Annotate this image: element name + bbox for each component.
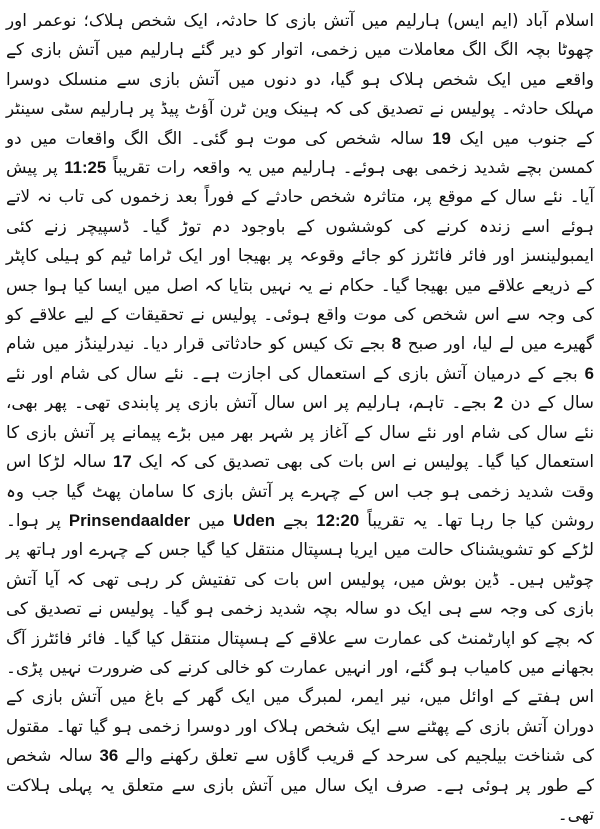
article-text-segment-7: سالہ لڑکا اس وقت شدید زخمی ہو جب اس کے چہرے پر آتش بازی کا سامان پھٹ گیا جب وہ روشن کیا جا رہا تھا۔ یہ تقریباً	[6, 451, 595, 530]
article-text-segment-5: بجے کے درمیان آتش بازی کے استعمال کی اجازت ہے۔ نئے سال کی شام اور نئے سال کے دن	[6, 362, 594, 413]
article-number-age-36: 36	[99, 746, 119, 766]
article-text-segment-10: پر ہوا۔ لڑکے کو تشویشناک حالت میں ایریا ہسپتال منتقل کیا گیا جس کے چہرے اور ہاتھ پر چوٹیں ہیں۔ ڈین بوش میں، پولیس اس بات کی تفتیش کر رہی تھی کہ آیا آتش بازی کی وجہ سے ہی ایک دو سالہ بچہ شدید زخمی ہو گیا۔ پولیس نے تصدیق کی کہ بچے کو اپارٹمنٹ کی عمارت سے علاقے کے ہسپتال منتقل کیا گیا۔ فائر فائٹرز آگ بجھانے میں کامیاب ہو گئے، اور انہیں عمارت کو خالی کرنے کی ضرورت نہیں پڑی۔ اس ہفتے کے اوائل میں، نیر ایمر، لمبرگ میں ایک گھر کے باغ میں آتش بازی کے دوران آتش بازی کے پھٹنے سے ایک شخص ہلاک اور دوسرا زخمی ہو گیا تھا۔ مقتول کی شناخت بیلجیم کی سرحد کے قریب گاؤں سے تعلق رکھنے والے	[6, 509, 594, 766]
article-text-segment-1: اسلام آباد (ایم ایس) ہارلیم میں آتش بازی کا حادثہ، ایک شخص ہلاک؛ نوعمر اور چھوٹا بچہ الگ الگ معاملات میں زخمی، اتوار کو دیر گئے ہارلیم میں آتش بازی کے واقعے میں ایک شخص ہلاک ہو گیا، دو دنوں میں آتش بازی سے منسلک دوسرا مہلک حادثہ۔ پولیس نے تصدیق کی کہ ہینک وین ٹرن آؤٹ پیڈ پر ہارلیم سٹی سینٹر کے جنوب میں ایک	[6, 10, 595, 148]
article-text-segment-8: بجے	[282, 509, 309, 530]
article-text-segment-3: پر پیش آیا۔ نئے سال کے موقع پر، متاثرہ شخص حادثے کے فوراً بعد زخموں کی تاب نہ لاتے ہوئے اسے زندہ کرنے کی کوششوں کے باوجود دم توڑ گیا۔ ڈسپیچر زنے کئی ایمبولینسز اور فائر فائٹرز کو جائے وقوعہ پر بھیجا اور ایک ٹراما ٹیم کو ہیلی کاپٹر کے ذریعے علاقے میں بھیجا گیا۔ حکام نے یہ نہیں بتایا کہ اصل میں ایسا کیا ہوا جس کی وجہ سے اس شخص کی موت واقع ہوئی۔ پولیس نے تحقیقات کے لیے علاقے کو گھیرے میں لے لیا، اور صبح	[6, 157, 594, 354]
article-text-segment-11: سالہ شخص کے طور پر ہوئی ہے۔ صرف ایک سال میں آتش بازی سے متعلق یہ پہلی ہلاکت تھی۔	[6, 745, 594, 824]
article-number-age-19: 19	[432, 128, 451, 148]
article-place-prinsendaalder: Prinsendaalder	[68, 510, 191, 530]
article-number-hour-8: 8	[391, 334, 402, 354]
article-number-age-17: 17	[113, 452, 132, 472]
article-number-hour-6: 6	[584, 363, 595, 383]
article-text-segment-4: بجے تک کیس کو حادثاتی قرار دیا۔ نیدرلینڈز میں شام	[6, 333, 386, 354]
article-text-segment-6: بجے۔ تاہم، ہارلیم پر اس سال آتش بازی پر پابندی تھی۔ پھر بھی، نئے سال کی شام اور نئے سال کے آغاز پر شہر بھر میں بڑے پیمانے پر آتش بازی کا استعمال کیا گیا۔ پولیس نے اس بات کی بھی تصدیق کی کہ ایک	[6, 392, 594, 472]
article-text-segment-9: میں	[198, 509, 225, 530]
article-time-1125: 11:25	[64, 158, 107, 178]
article-number-hour-2: 2	[493, 393, 504, 413]
article-text-segment-2: سالہ شخص کی موت ہو گئی۔ الگ الگ واقعات میں دو کمسن بچے شدید زخمی بھی ہوئے۔ ہارلیم میں یہ واقعہ رات تقریباً	[6, 127, 594, 178]
article-place-uden: Uden	[233, 510, 275, 530]
news-article-text	[6, 6, 594, 829]
article-time-1220: 12:20	[316, 510, 360, 530]
